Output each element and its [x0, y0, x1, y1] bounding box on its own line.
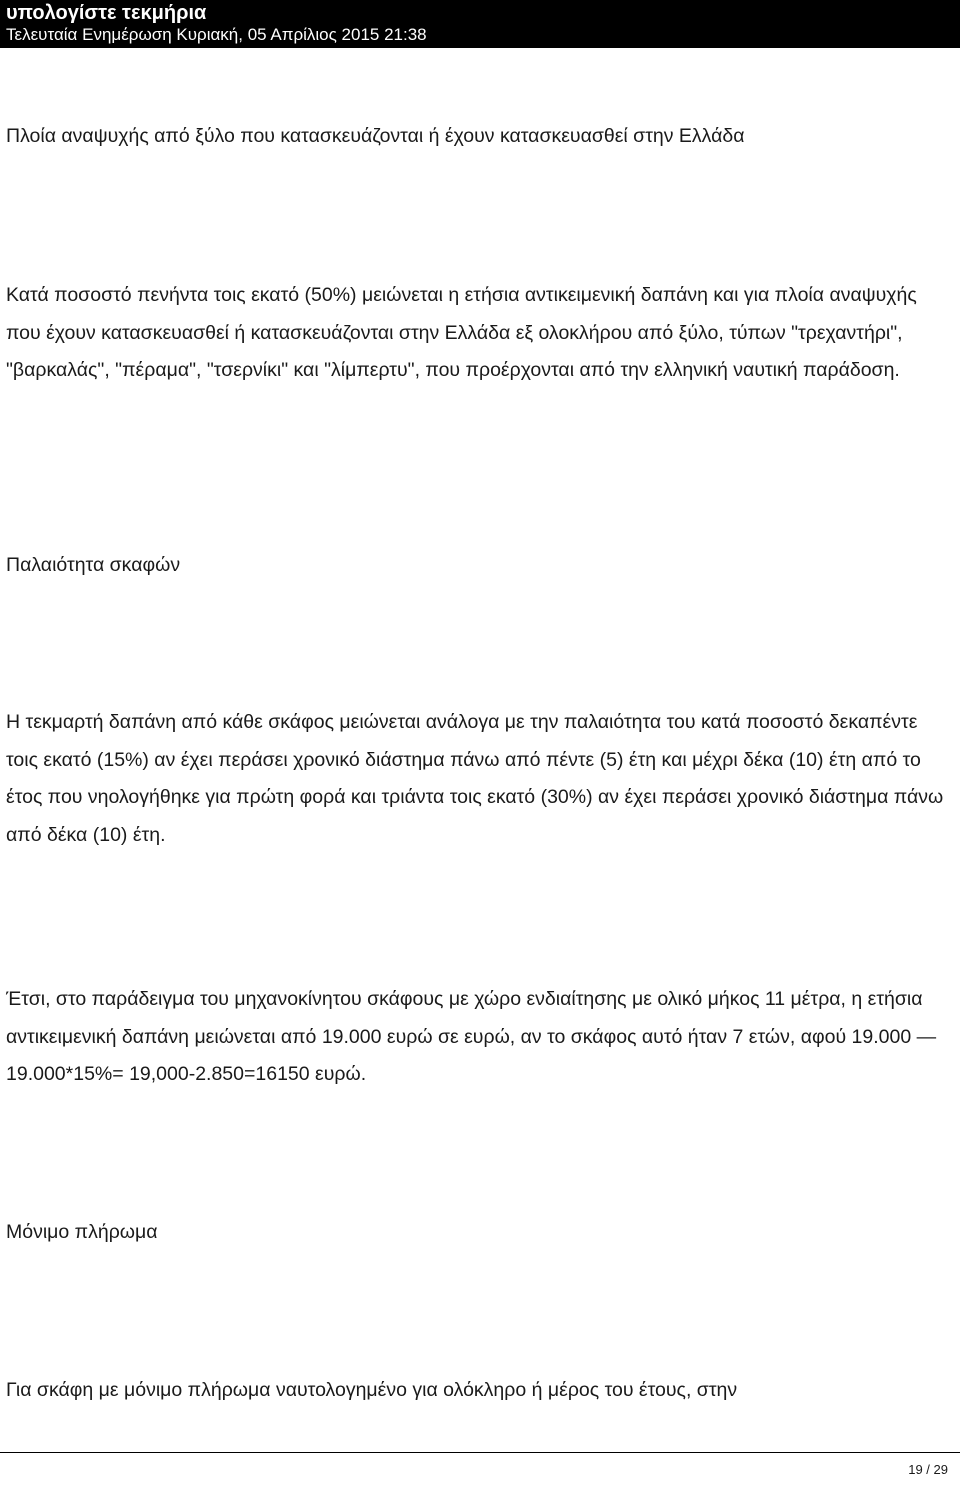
last-updated-date: Τελευταία Ενημέρωση Κυριακή, 05 Απρίλιος 2015 21:38 [6, 25, 427, 44]
section-heading-wooden-boats: Πλοία αναψυχής από ξύλο που κατασκευάζονται ή έχουν κατασκευασθεί στην Ελλάδα [6, 125, 745, 147]
page-header [0, 0, 960, 48]
section-heading-permanent-crew: Μόνιμο πλήρωμα [6, 1221, 158, 1243]
paragraph-wooden-boats: Κατά ποσοστό πενήντα τοις εκατό (50%) μειώνεται η ετήσια αντικειμενική δαπάνη και για πλοία αναψυχής που έχουν κατασκευασθεί ή κατασκευάζονται στην Ελλάδα εξ ολοκλήρου από ξύλο, τύπων "τρεχαντήρι", "βαρκαλάς", "πέραμα", "τσερνίκι" και "λίμπερτυ", που προέρχονται από την ελληνική ναυτική παράδοση. [6, 284, 917, 381]
footer-divider [0, 1452, 960, 1453]
paragraph-permanent-crew: Για σκάφη με μόνιμο πλήρωμα ναυτολογημένο για ολόκληρο ή μέρος του έτους, στην [6, 1379, 738, 1401]
page-number: 19 / 29 [908, 1462, 948, 1477]
paragraph-boat-age: Η τεκμαρτή δαπάνη από κάθε σκάφος μειώνεται ανάλογα με την παλαιότητα του κατά ποσοστό δεκαπέντε τοις εκατό (15%) αν έχει περάσει χρονικό διάστημα πάνω από πέντε (5) έτη και μέχρι δέκα (10) έτη από το έτος που νηολογήθηκε για πρώτη φορά και τριάντα τοις εκατό (30%) αν έχει περάσει χρονικό διάστημα πάνω από δέκα (10) έτη. [6, 711, 944, 846]
paragraph-example: Έτσι, στο παράδειγμα του μηχανοκίνητου σκάφους με χώρο ενδιαίτησης με ολικό μήκος 11 μέτρα, η ετήσια αντικειμενική δαπάνη μειώνεται από 19.000 ευρώ σε ευρώ, αν το σκάφος αυτό ήταν 7 ετών, αφού 19.000 — 19.000*15%= 19,000-2.850=16150 ευρώ. [6, 988, 937, 1085]
header-title: υπολογίστε τεκμήρια [6, 2, 207, 24]
section-heading-boat-age: Παλαιότητα σκαφών [6, 554, 181, 576]
